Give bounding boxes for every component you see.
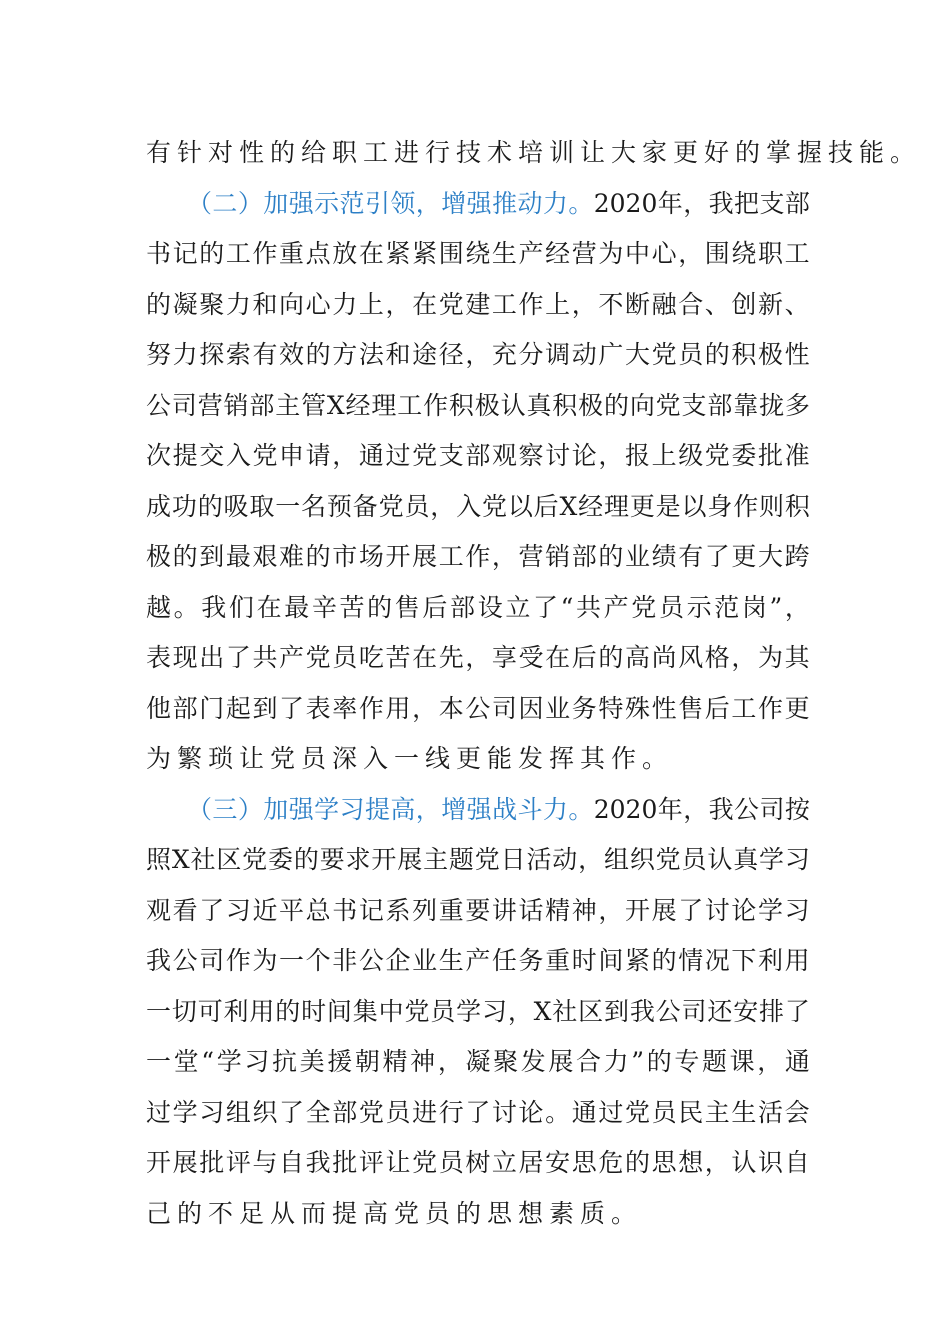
text-line: （ 二 ） 加 强 示 范 引 领 ， 增 强 推 动 力 。 2020 年 ， 我 把 支 部 (187, 188, 810, 218)
line-text: 越 。 我 们 在 最 辛 苦 的 售 后 部 设 立 了 “ 共 产 党 员 示 范 岗 ” ， (146, 592, 810, 622)
line-text: 努 力 探 索 有 效 的 方 法 和 途 径 ， 充 分 调 动 广 大 党 员 的 积 极 性 (146, 340, 810, 369)
text-line (146, 633, 810, 684)
text-line (146, 684, 810, 735)
line-text: 过 学 习 组 织 了 全 部 党 员 进 行 了 讨 论 。 通 过 党 员 民 主 生 活 会 (146, 1097, 810, 1127)
text-line (146, 1088, 810, 1139)
text-line (146, 431, 810, 482)
text-line (146, 734, 810, 785)
text-line: （ 三 ） 加 强 学 习 提 高 ， 增 强 战 斗 力 。 2020 年 ， 我 公 司 按 (187, 794, 810, 824)
text-line (146, 987, 810, 1038)
text-line (146, 482, 810, 533)
line-text: 为繁琐让党员深入一线更能发挥其作。 (146, 744, 674, 773)
line-text: 表 现 出 了 共 产 党 员 吃 苦 在 先 ， 享 受 在 后 的 高 尚 风 格 ， 为 其 (146, 643, 810, 672)
line-text: 成 功 的 吸 取 一 名 预 备 党 员 ， 入 党 以 后 X 经 理 更 是 以 身 作 则 积 (146, 491, 810, 521)
line-text: 次 提 交 入 党 申 请 ， 通 过 党 支 部 观 察 讨 论 ， 报 上 级 党 委 批 准 (146, 441, 810, 470)
text-line (146, 280, 810, 331)
text-line (146, 886, 810, 937)
text-line (146, 1138, 810, 1189)
line-text: 观 看 了 习 近 平 总 书 记 系 列 重 要 讲 话 精 神 ， 开 展 了 讨 论 学 习 (146, 895, 810, 925)
line-text: 照 X 社 区 党 委 的 要 求 开 展 主 题 党 日 活 动 ， 组 织 党 员 认 真 学 习 (146, 845, 810, 874)
text-line (146, 330, 810, 381)
text-line (146, 381, 810, 432)
text-line (146, 128, 922, 179)
line-text: 己的不足从而提高党员的思想素质。 (146, 1198, 643, 1228)
text-line (146, 1189, 810, 1240)
line-text: 我 公 司 作 为 一 个 非 公 企 业 生 产 任 务 重 时 间 紧 的 情 况 下 利 用 (146, 946, 810, 975)
text-line (146, 936, 810, 987)
text-line (146, 532, 810, 583)
line-text: 一 堂 “ 学 习 抗 美 援 朝 精 神 ， 凝 聚 发 展 合 力 ” 的 专 题 课 ， 通 (146, 1047, 810, 1076)
line-text: 的 凝 聚 力 和 向 心 力 上 ， 在 党 建 工 作 上 ， 不 断 融 合 、 创 新 、 (146, 289, 810, 319)
line-text: 公 司 营 销 部 主 管 X 经 理 工 作 积 极 认 真 积 极 的 向 党 支 部 靠 拢 多 (146, 390, 810, 420)
line-text: 一 切 可 利 用 的 时 间 集 中 党 员 学 习 ， X 社 区 到 我 公 司 还 安 排 了 (146, 996, 810, 1026)
line-text: 书 记 的 工 作 重 点 放 在 紧 紧 围 绕 生 产 经 营 为 中 心 ， 围 绕 职 工 (146, 239, 810, 268)
line-text: 极 的 到 最 艰 难 的 市 场 开 展 工 作 ， 营 销 部 的 业 绩 有 了 更 大 跨 (146, 542, 810, 571)
line-text: 他 部 门 起 到 了 表 率 作 用 ， 本 公 司 因 业 务 特 殊 性 售 后 工 作 更 (146, 693, 810, 723)
line-text: 开 展 批 评 与 自 我 批 评 让 党 员 树 立 居 安 思 危 的 思 想 ， 认 识 自 (146, 1148, 810, 1177)
text-line (146, 229, 810, 280)
text-line (146, 1037, 810, 1088)
text-line (146, 583, 810, 634)
line-text: 有针对性的给职工进行技术培训让大家更好的掌握技能。 (146, 138, 922, 167)
text-line (146, 835, 810, 886)
